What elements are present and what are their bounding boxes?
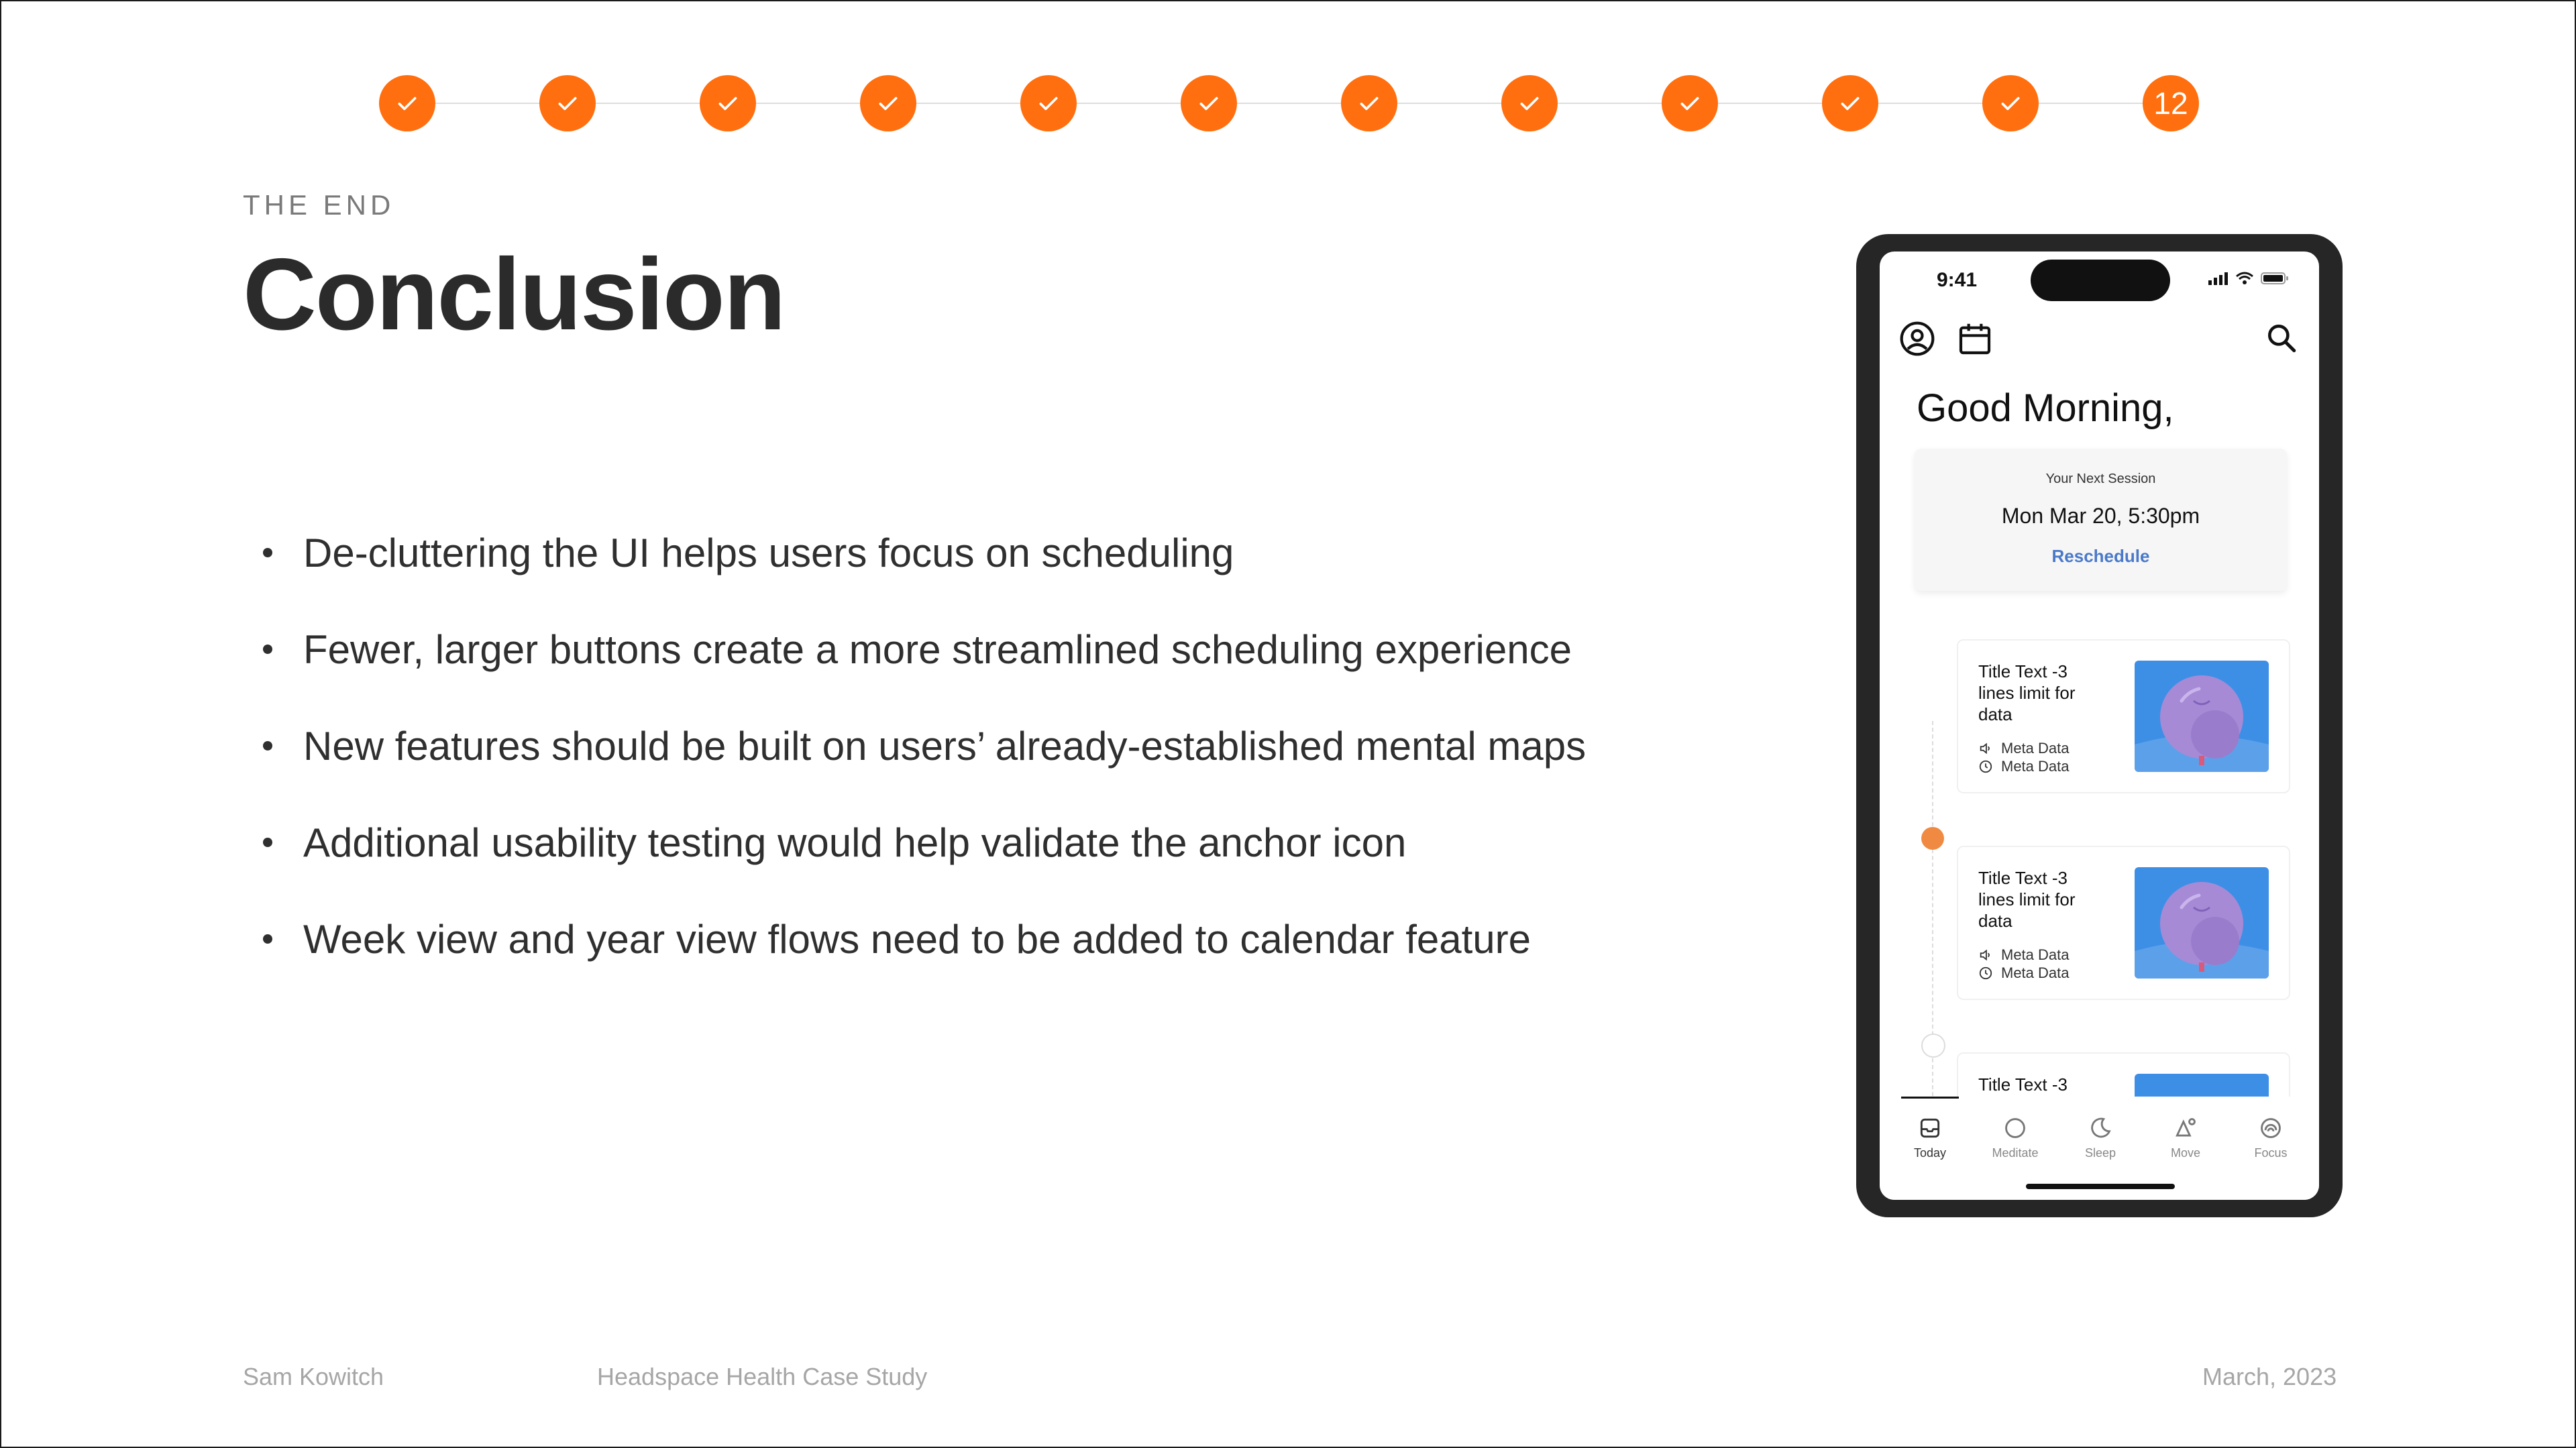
next-session-card	[1915, 449, 2287, 591]
tab-label: Move	[2170, 1146, 2200, 1160]
step-11-complete[interactable]	[1982, 75, 2039, 131]
check-icon	[1195, 90, 1222, 117]
content-card[interactable]	[1957, 639, 2290, 793]
calendar-icon[interactable]	[1956, 320, 1994, 357]
check-icon	[394, 90, 421, 117]
balloon-illustration-icon	[2135, 661, 2269, 772]
card-meta-duration	[1978, 964, 2070, 982]
check-icon	[714, 90, 741, 117]
list-item-text: Additional usability testing would help validate the anchor icon	[303, 820, 1407, 865]
active-tab-indicator	[1901, 1097, 1959, 1099]
check-icon	[1516, 90, 1543, 117]
page-title: Conclusion	[243, 237, 785, 351]
battery-icon	[2261, 272, 2289, 285]
step-5-complete[interactable]	[1020, 75, 1077, 131]
check-icon	[875, 90, 902, 117]
check-icon	[1035, 90, 1062, 117]
card-thumbnail	[2135, 661, 2269, 772]
clock-icon	[1978, 759, 1993, 774]
card-meta-text: Meta Data	[2001, 964, 2070, 981]
card-title: Title Text -3	[1978, 1074, 2068, 1095]
bullet-icon	[263, 741, 272, 750]
list-item	[263, 814, 1739, 911]
search-icon[interactable]	[2265, 321, 2298, 355]
next-session-label: Your Next Session	[2045, 471, 2156, 486]
step-3-complete[interactable]	[700, 75, 756, 131]
phone-mockup	[1856, 234, 2343, 1217]
content-card[interactable]	[1957, 846, 2290, 1000]
tab-label: Meditate	[1992, 1146, 2039, 1160]
status-time: 9:41	[1937, 269, 1978, 291]
check-icon	[1837, 90, 1864, 117]
tab-today[interactable]	[1893, 1115, 1967, 1160]
tab-focus[interactable]	[2234, 1115, 2308, 1160]
check-icon	[1356, 90, 1383, 117]
phone-screen	[1880, 252, 2319, 1200]
progress-stepper	[380, 75, 2198, 131]
tab-move[interactable]	[2149, 1115, 2222, 1160]
tab-label: Focus	[2254, 1146, 2288, 1160]
card-meta-audio	[1978, 740, 2070, 757]
moon-icon	[2088, 1115, 2113, 1141]
card-title: Title Text -3 lines limit for data	[1978, 868, 2076, 931]
section-eyebrow: THE END	[243, 189, 395, 221]
balloon-illustration-icon	[2135, 867, 2269, 979]
home-indicator	[2026, 1184, 2175, 1189]
check-icon	[1676, 90, 1703, 117]
card-meta-text: Meta Data	[2001, 740, 2070, 757]
move-icon	[2173, 1115, 2198, 1141]
speaker-icon	[1978, 741, 1993, 756]
list-item-text: Week view and year view flows need to be added to calendar feature	[303, 917, 1531, 962]
list-item-text: De-cluttering the UI helps users focus on scheduling	[303, 531, 1234, 575]
speaker-icon	[1978, 948, 1993, 962]
card-thumbnail	[2135, 867, 2269, 979]
card-title: Title Text -3 lines limit for data	[1978, 661, 2076, 724]
greeting: Good Morning,	[1917, 386, 2174, 430]
step-9-complete[interactable]	[1662, 75, 1718, 131]
card-meta-text: Meta Data	[2001, 946, 2070, 963]
step-12-current[interactable]	[2143, 75, 2199, 131]
tab-label: Today	[1913, 1146, 1947, 1160]
check-icon	[554, 90, 581, 117]
step-1-complete[interactable]	[379, 75, 435, 131]
timeline-dot-active	[1921, 827, 1944, 850]
list-item	[263, 524, 1739, 621]
meditate-icon	[2002, 1115, 2028, 1141]
focus-icon	[2258, 1115, 2284, 1141]
check-icon	[1997, 90, 2024, 117]
reschedule-link[interactable]: Reschedule	[2051, 546, 2150, 566]
step-7-complete[interactable]	[1341, 75, 1397, 131]
status-icons	[2208, 272, 2289, 285]
stepper-track	[407, 103, 2171, 104]
next-session-datetime: Mon Mar 20, 5:30pm	[2001, 504, 2200, 528]
footer-date: March, 2023	[2202, 1363, 2337, 1390]
signal-icon	[2208, 272, 2229, 285]
card-meta-audio	[1978, 946, 2070, 964]
wifi-icon	[2235, 272, 2254, 285]
tab-sleep[interactable]	[2063, 1115, 2137, 1160]
list-item	[263, 718, 1739, 814]
step-10-complete[interactable]	[1822, 75, 1878, 131]
list-item	[263, 621, 1739, 718]
bullet-icon	[263, 645, 272, 654]
footer-author: Sam Kowitch	[243, 1363, 384, 1390]
list-item-text: Fewer, larger buttons create a more streamlined scheduling experience	[303, 627, 1572, 672]
bullet-icon	[263, 934, 272, 944]
today-icon	[1917, 1115, 1943, 1141]
step-number: 12	[2153, 86, 2188, 121]
list-item-text: New features should be built on users’ already-established mental maps	[303, 724, 1587, 769]
step-4-complete[interactable]	[860, 75, 916, 131]
card-meta-text: Meta Data	[2001, 758, 2070, 775]
footer-project: Headspace Health Case Study	[597, 1363, 928, 1390]
clock-icon	[1978, 966, 1993, 981]
list-item	[263, 911, 1739, 1007]
step-2-complete[interactable]	[539, 75, 596, 131]
bullet-icon	[263, 548, 272, 557]
step-6-complete[interactable]	[1181, 75, 1237, 131]
profile-icon[interactable]	[1898, 320, 1936, 357]
tab-label: Sleep	[2084, 1146, 2116, 1160]
tab-meditate[interactable]	[1978, 1115, 2052, 1160]
card-meta-duration	[1978, 758, 2070, 775]
timeline-dot	[1921, 1034, 1945, 1058]
conclusion-list	[263, 524, 1739, 1007]
dynamic-island	[2031, 260, 2170, 301]
bullet-icon	[263, 838, 272, 847]
step-8-complete[interactable]	[1501, 75, 1558, 131]
